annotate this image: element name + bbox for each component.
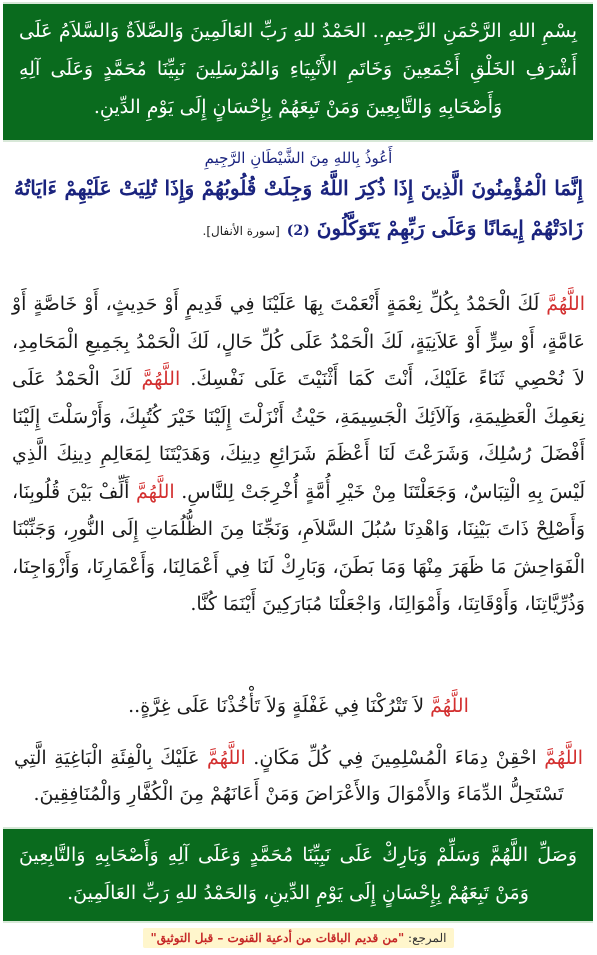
reference-box — [143, 928, 455, 948]
verse-number: (2) — [286, 223, 310, 239]
short-dua-text: لاَ تَتْرُكْنَا فِي غَفْلَةٍ وَلاَ تَأْخُذْنَا عَلَى غِرَّةٍ.. — [128, 695, 431, 717]
quran-verse — [0, 168, 597, 251]
surah-reference: [سورة الأنفال]. — [202, 224, 280, 238]
reference-source: "من قديم الباقات من أدعية القنوت – قبل التوثيق" — [150, 931, 405, 945]
protect-dua-part-1: احْقِنْ دِمَاءَ الْمُسْلِمِينَ فِي كُلِّ مَكَانٍ. — [245, 747, 545, 769]
protection-supplication — [0, 740, 597, 812]
main-supplication — [0, 286, 597, 624]
protect-dua-part-2: عَلَيْكَ بِالْفِئَةِ الْبَاغِيَةِ الَّتِي تَسْتَحِلُّ الدِّمَاءَ وَالأَمْوَالَ وَالأَعْرَاضَ وَمَنْ أَعَانَهُمْ مِنَ الْكُفَّارِ وَالْمُنَافِقِينَ. — [14, 747, 564, 805]
main-dua-part-1: لَكَ الْحَمْدُ بِكُلِّ نِعْمَةٍ أَنْعَمْتَ بِهَا عَلَيْنَا فِي قَدِيمٍ أَوْ حَدِيثٍ، أَوْ خَاصَّةٍ أَوْ عَامَّةٍ، أَوْ سِرٍّ أَوْ عَلاَنِيَةٍ، لَكَ الْحَمْدُ عَلَى كُلِّ حَالٍ، لَكَ الْحَمْدُ بِجَمِيعِ الْمَحَامِدِ، لاَ نُحْصِي ثَنَاءً عَلَيْكَ، أَنْتَ كَمَا أَثْنَيْتَ عَلَى نَفْسِكَ. — [12, 293, 585, 390]
main-dua-part-2: لَكَ الْحَمْدُ عَلَى نِعَمِكَ الْعَظِيمَةِ، وَآلاَئِكَ الْجَسِيمَةِ، حَيْثُ أَنْزَلْتَ إِلَيْنَا خَيْرَ كُتُبِكَ، وَأَرْسَلْتَ إِلَيْنَا أَفْضَلَ رُسُلِكَ، وَشَرَعْتَ لَنَا أَعْظَمَ شَرَائِعِ دِينِكَ، وَهَدَيْتَنَا لِمَعَالِمِ دِينِكَ الَّذِي لَيْسَ بِهِ الْتِبَاسٌ، وَجَعَلْتَنَا مِنْ خَيْرِ أُمَّةٍ أُخْرِجَتْ لِلنَّاسِ. — [12, 368, 585, 503]
opening-banner — [3, 2, 593, 142]
allahumma-word: اللَّهُمَّ — [141, 368, 181, 390]
verse-text: إِنَّمَا الْمُؤْمِنُونَ الَّذِينَ إِذَا ذُكِرَ اللَّهُ وَجِلَتْ قُلُوبُهُمْ وَإِذَا تُلِيَتْ عَلَيْهِمْ ءَايَاتُهُ زَادَتْهُمْ إِيمَانًا وَعَلَى رَبِّهِمْ يَتَوَكَّلُونَ — [14, 176, 583, 240]
allahumma-word: اللَّهُمَّ — [207, 747, 246, 769]
closing-banner — [3, 827, 593, 923]
allahumma-word: اللَّهُمَّ — [430, 695, 469, 717]
allahumma-word: اللَّهُمَّ — [546, 293, 585, 315]
reference-line — [0, 928, 597, 948]
taawwudh-line: أَعُوذُ بِاللهِ مِنَ الشَّيْطَانِ الرَّجِيمِ — [204, 149, 393, 167]
reference-label: المرجع: — [404, 931, 447, 945]
closing-text: وَصَلِّ اللَّهُمَّ وَسَلِّمْ وَبَارِكْ عَلَى نَبِيِّنَا مُحَمَّدٍ وَعَلَى آلِهِ وَأَصْحَابِهِ وَالتَّابِعِينَ وَمَنْ تَبِعَهُمْ بِإِحْسَانٍ إِلَى يَوْمِ الدِّينِ، وَالحَمْدُ للهِ رَبِّ العَالَمِينَ. — [19, 844, 577, 904]
short-supplication — [0, 686, 597, 726]
allahumma-word: اللَّهُمَّ — [544, 747, 584, 769]
allahumma-word: اللَّهُمَّ — [135, 480, 175, 503]
opening-text: بِسْمِ اللهِ الرَّحْمَنِ الرَّحِيمِ.. الحَمْدُ للهِ رَبِّ العَالَمِينَ وَالصَّلاَةُ وَالسَّلاَمُ عَلَى أَشْرَفِ الخَلْقِ أَجْمَعِينَ وَخَاتَمِ الأَنْبِيَاءِ وَالمُرْسَلِينَ نَبِيِّنَا مُحَمَّدٍ وَعَلَى آلِهِ وَأَصْحَابِهِ وَالتَّابِعِينَ وَمَنْ تَبِعَهُمْ بِإِحْسَانٍ إِلَى يَوْمِ الدِّينِ. — [19, 20, 577, 118]
main-dua-part-3: أَلِّفْ بَيْنَ قُلُوبِنَا، وَأَصْلِحْ ذَاتَ بَيْنِنَا، وَاهْدِنَا سُبُلَ السَّلاَمِ، وَنَجِّنَا مِنَ الظُّلُمَاتِ إِلَى النُّورِ، وَجَنِّبْنَا الْفَوَاحِشَ مَا ظَهَرَ مِنْهَا وَمَا بَطَنَ، وَبَارِكْ لَنَا فِي أَعْمَالِنَا، وَأَعْمَارِنَا، وَأَزْوَاجِنَا، وَذُرِّيَّاتِنَا، وَأَوْقَاتِنَا، وَأَمْوَالِنَا، وَاجْعَلْنَا مُبَارَكِينَ أَيْنَمَا كُنَّا. — [12, 480, 585, 615]
